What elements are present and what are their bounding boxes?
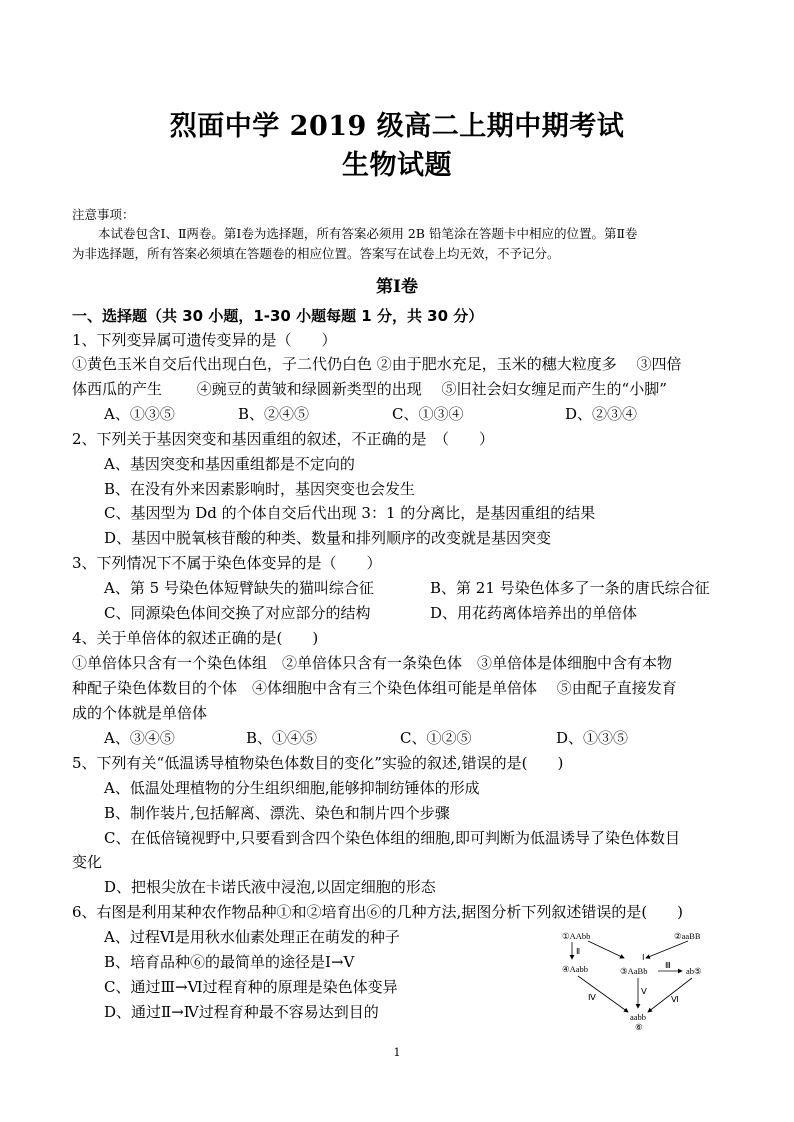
option-c: C、同源染色体间交换了对应部分的结构 <box>104 604 371 622</box>
question-stem: 3、下列情况下不属于染色体变异的是（ ） <box>72 554 382 572</box>
node-2: ②aaBB <box>674 931 701 941</box>
notice-label: 注意事项： <box>72 207 135 222</box>
arrow-2-to-3 <box>646 941 688 958</box>
option-b: B、第 21 号染色体多了一条的唐氏综合征 <box>430 579 710 597</box>
option-c: C、①②⑤ <box>400 729 472 747</box>
arrow-4-to-6 <box>578 976 628 1012</box>
arrow-1-to-3 <box>588 941 624 958</box>
option-a: A、③④⑤ <box>104 729 175 747</box>
question-items: 成的个体就是单倍体 <box>72 704 208 722</box>
option-d: D、用花药离体培养出的单倍体 <box>430 604 638 622</box>
option-b: B、②④⑤ <box>238 405 310 423</box>
question-stem: 2、下列关于基因突变和基因重组的叙述，不正确的是 （ ） <box>72 430 495 448</box>
option-d: D、通过Ⅱ→Ⅳ过程育种最不容易达到目的 <box>104 1003 379 1021</box>
option-a: A、低温处理植物的分生组织细胞,能够抑制纺锤体的形成 <box>104 779 480 797</box>
question-stem: 5、下列有关“低温诱导植物染色体数目的变化”实验的叙述,错误的是( ) <box>72 754 564 772</box>
volume-title: 第Ⅰ卷 <box>376 277 418 297</box>
node-6-marker: ⑥ <box>635 1022 643 1032</box>
option-b: B、①④⑤ <box>246 729 318 747</box>
option-a: A、第 5 号染色体短臂缺失的猫叫综合征 <box>104 579 374 597</box>
option-d: D、把根尖放在卡诺氏液中浸泡,以固定细胞的形态 <box>104 878 436 896</box>
node-3: ③AaBb <box>620 966 648 976</box>
notice-line-2: 为非选择题，所有答案必须填在答题卷的相应位置。答案写在试卷上均无效，不予记分。 <box>72 246 560 261</box>
option-b: B、制作装片,包括解离、漂洗、染色和制片四个步骤 <box>104 804 450 822</box>
section-heading: 一、选择题（共 30 小题，1-30 小题每题 1 分，共 30 分） <box>72 307 484 325</box>
option-a: A、过程Ⅵ是用秋水仙素处理正在萌发的种子 <box>104 928 400 946</box>
step-label: Ⅱ <box>576 946 581 956</box>
option-d: D、②③④ <box>565 405 638 423</box>
node-5: ab⑤ <box>686 966 702 976</box>
question-items: 体西瓜的产生 ④豌豆的黄皱和绿圆新类型的出现 ⑤旧社会妇女缠足而产生的“小脚” <box>72 380 667 398</box>
step-label: Ⅲ <box>665 960 671 970</box>
step-label: Ⅵ <box>671 994 679 1004</box>
option-c: C、基因型为 Dd 的个体自交后代出现 3：1 的分离比，是基因重组的结果 <box>104 504 596 522</box>
exam-title: 烈面中学 2019 级高二上期中期考试 <box>169 111 625 142</box>
page-number: 1 <box>393 1046 401 1059</box>
question-items: ①黄色玉米自交后代出现白色，子二代仍白色 ②由于肥水充足，玉米的穗大粒度多 ③四倍 <box>72 355 682 373</box>
step-label: Ⅳ <box>588 992 596 1002</box>
option-c-continued: 变化 <box>72 853 103 871</box>
option-a: A、①③⑤ <box>104 405 175 423</box>
question-stem: 6、右图是利用某种农作物品种①和②培育出⑥的几种方法,据图分析下列叙述错误的是( ) <box>72 903 684 921</box>
step-label: Ⅴ <box>641 986 647 996</box>
option-b: B、培育品种⑥的最简单的途径是Ⅰ→Ⅴ <box>104 953 355 971</box>
node-1: ①AAbb <box>562 931 591 941</box>
option-d: D、基因中脱氧核苷酸的种类、数量和排列顺序的改变就是基因突变 <box>104 529 552 547</box>
node-6: aabb <box>630 1012 647 1022</box>
option-c: C、在低倍镜视野中,只要看到含四个染色体组的细胞,即可判断为低温诱导了染色体数目 <box>104 829 681 847</box>
option-a: A、基因突变和基因重组都是不定向的 <box>104 455 355 473</box>
node-4: ④Aabb <box>562 964 589 974</box>
question-items: 种配子染色体数目的个体 ④体细胞中含有三个染色体组可能是单倍体 ⑤由配子直接发育 <box>72 679 677 697</box>
question-stem: 1、下列变异属可遗传变异的是（ ） <box>72 331 337 349</box>
breeding-diagram <box>558 928 722 1032</box>
question-stem: 4、关于单倍体的叙述正确的是( ) <box>72 629 319 647</box>
exam-subject: 生物试题 <box>342 150 452 181</box>
option-b: B、在没有外来因素影响时，基因突变也会发生 <box>104 480 416 498</box>
step-label: Ⅰ <box>642 952 645 962</box>
option-c: C、①③④ <box>392 405 464 423</box>
notice-line-1: 本试卷包含Ⅰ、Ⅱ两卷。第Ⅰ卷为选择题，所有答案必须用 2B 铅笔涂在答题卡中相应的位置。第Ⅱ卷 <box>98 226 638 241</box>
arrow-5-to-6 <box>648 978 692 1012</box>
option-d: D、①③⑤ <box>556 729 629 747</box>
question-items: ①单倍体只含有一个染色体组 ②单倍体只含有一条染色体 ③单倍体是体细胞中含有本物 <box>72 654 673 672</box>
option-c: C、通过Ⅲ→Ⅵ过程育种的原理是染色体变异 <box>104 978 398 996</box>
